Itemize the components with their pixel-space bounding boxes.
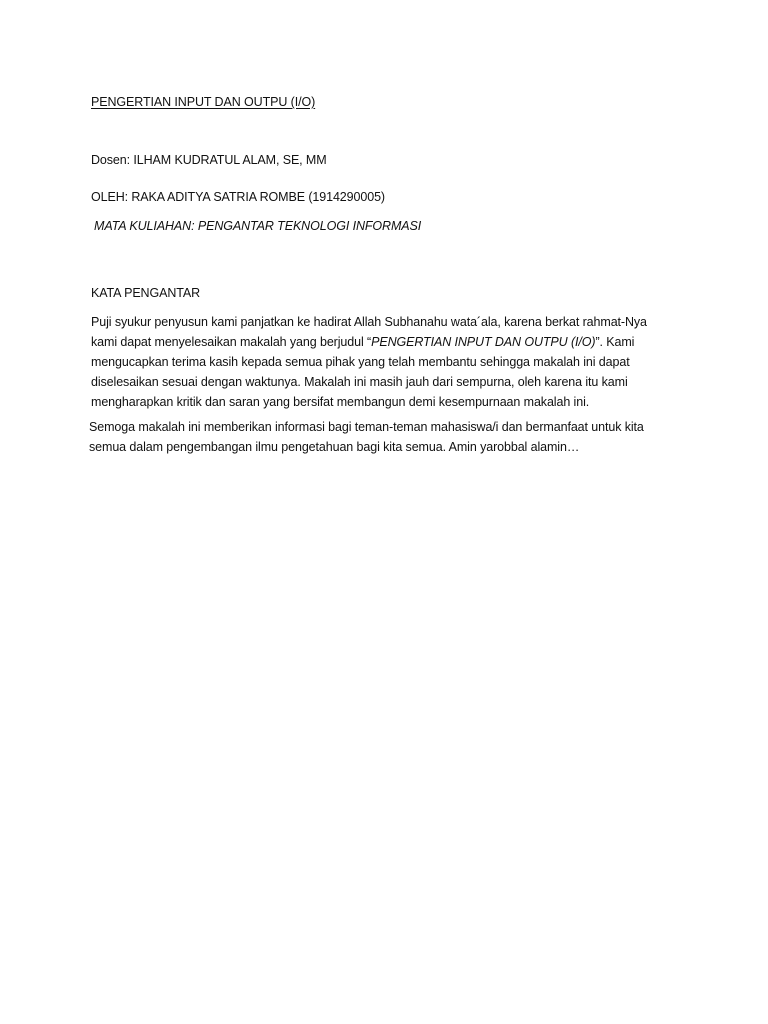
paragraph-line: diselesaikan sesuai dengan waktunya. Makalah ini masih jauh dari sempurna, oleh karena itu kami — [91, 375, 628, 389]
course-line: MATA KULIAHAN: PENGANTAR TEKNOLOGI INFORMASI — [94, 219, 422, 233]
document-title: PENGERTIAN INPUT DAN OUTPU (I/O) — [91, 95, 316, 109]
lecturer-line: Dosen: ILHAM KUDRATUL ALAM, SE, MM — [91, 153, 327, 167]
text-span: kami dapat menyelesaikan makalah yang berjudul “ — [91, 335, 372, 349]
text-span: ”. Kami — [595, 335, 635, 349]
paragraph-line: mengharapkan kritik dan saran yang bersifat membangun demi kesempurnaan makalah ini. — [91, 395, 590, 409]
italic-title-span: PENGERTIAN INPUT DAN OUTPU (I/O) — [371, 335, 596, 349]
paragraph-line: Semoga makalah ini memberikan informasi bagi teman-teman mahasiswa/i dan bermanfaat untuk kita — [89, 420, 644, 434]
author-line: OLEH: RAKA ADITYA SATRIA ROMBE (1914290005) — [91, 190, 385, 204]
section-heading: KATA PENGANTAR — [91, 286, 201, 300]
paragraph-line: Puji syukur penyusun kami panjatkan ke hadirat Allah Subhanahu wata´ala, karena berkat rahmat-Nya — [91, 315, 647, 329]
paragraph-line: mengucapkan terima kasih kepada semua pihak yang telah membantu sehingga makalah ini dapat — [91, 355, 630, 369]
preface-paragraph — [91, 312, 691, 412]
paragraph-line — [91, 332, 691, 352]
paragraph-line: semua dalam pengembangan ilmu pengetahuan bagi kita semua. Amin yarobbal alamin… — [89, 440, 580, 454]
closing-paragraph — [89, 417, 689, 457]
